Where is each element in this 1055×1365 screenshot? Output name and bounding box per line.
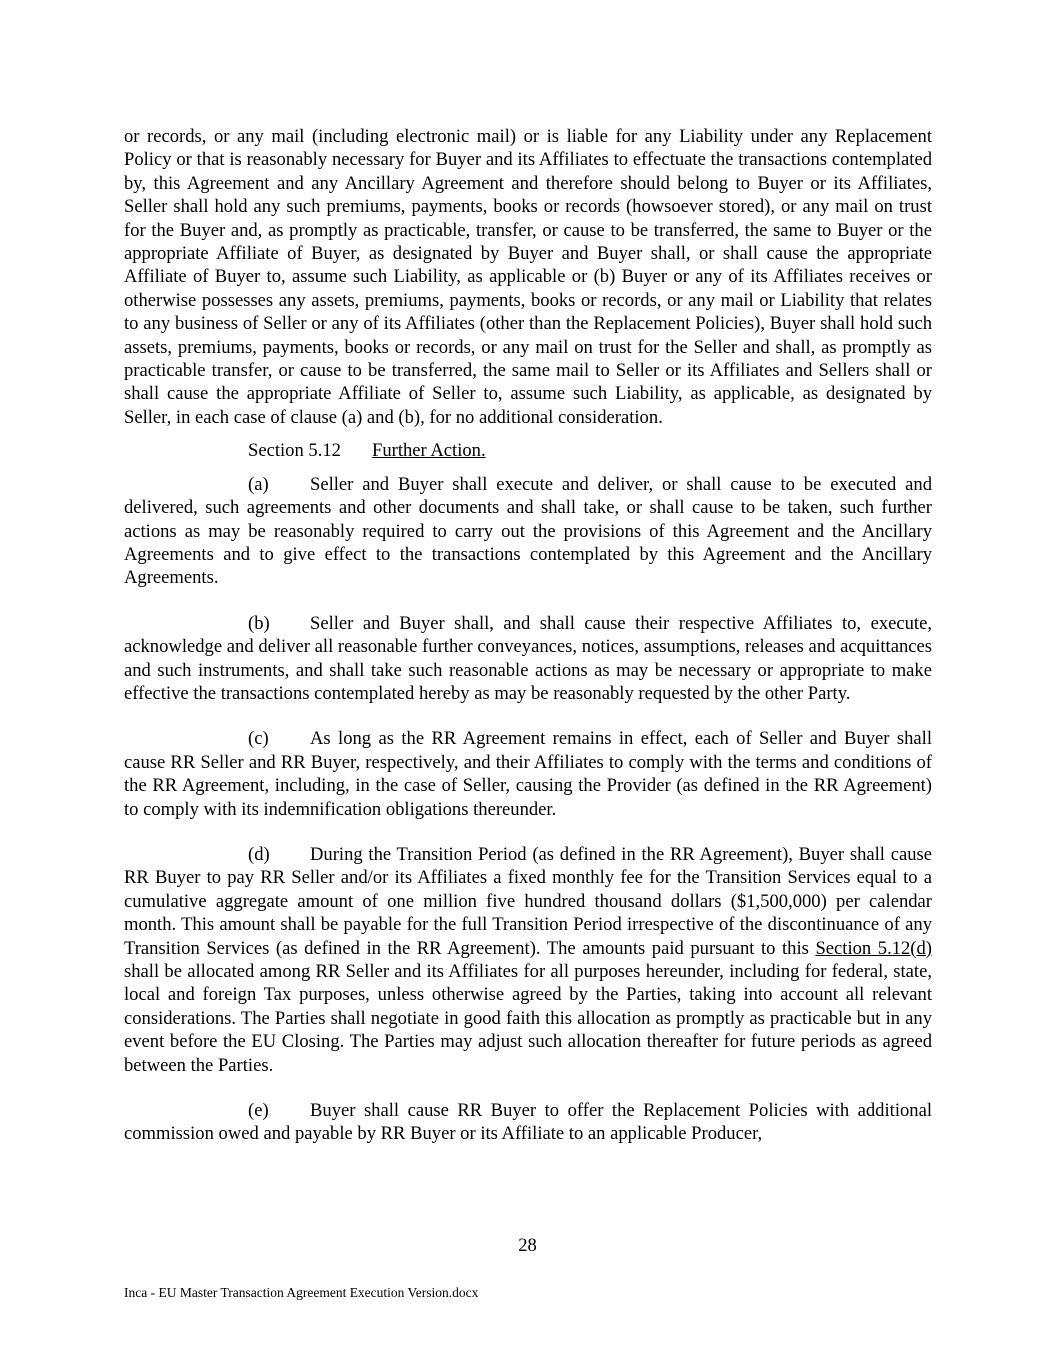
subsection-e-text: Buyer shall cause RR Buyer to offer the Replacement Policies with additional commission owed and payable by RR Buyer or its Affiliate to an applicable Producer, [124,1100,932,1145]
subsection-a [124,473,932,590]
subsection-a-mark: (a) [248,473,269,495]
subsection-d-mark: (d) [248,843,270,865]
page-number: 28 [518,1235,537,1256]
subsection-d-text-before: During the Transition Period (as defined in the RR Agreement), Buyer shall cause RR Buyer to pay RR Seller and/or its Affiliates a fixed monthly fee for the Transition Services equal to a cumulative aggregate amount of one million five hundred thousand dollars ($1,500,000) per calendar month. This amount shall be payable for the full Transition Period irrespective of the discontinuance of any Transition Services (as defined in the RR Agreement). The amounts paid pursuant to this [124,843,932,959]
section-reference-link[interactable]: Section 5.12(d) [815,937,932,959]
subsection-e [124,1099,932,1146]
subsection-d-text-after: shall be allocated among RR Seller and its Affiliates for all purposes hereunder, including for federal, state, local and foreign Tax purposes, unless otherwise agreed by the Parties, taking into account all relevant considerations. The Parties shall negotiate in good faith this allocation as promptly as practicable but in any event before the EU Closing. The Parties may adjust such allocation thereafter for future periods as agreed between the Parties. [124,961,932,1076]
subsection-c [124,727,932,821]
section-heading [124,439,932,462]
section-title: Further Action. [372,440,486,462]
section-number: Section 5.12 [248,440,341,462]
subsection-c-mark: (c) [248,728,269,750]
continuation-paragraph: or records, or any mail (including electronic mail) or is liable for any Liability under any Replacement Policy or that is reasonably necessary for Buyer and its Affiliates to effectuate the transactions contemplated by, this Agreement and any Ancillary Agreement and therefore should belong to Buyer or its Affiliates, Seller shall hold any such premiums, payments, books or records (howsoever stored), or any mail on trust for the Buyer and, as promptly as practicable, transfer, or cause to be transferred, the same to Buyer or the appropriate Affiliate of Buyer, as designated by Buyer and Buyer shall, or shall cause the appropriate Affiliate of Buyer to, assume such Liability, as applicable or (b) Buyer or any of its Affiliates receives or otherwise possesses any assets, premiums, payments, books or records, or any mail or Liability that relates to any business of Seller or any of its Affiliates (other than the Replacement Policies), Buyer shall hold such assets, premiums, payments, books or records, or any mail on trust for the Seller and shall, as promptly as practicable transfer, or cause to be transferred, the same mail to Seller or its Affiliates and Sellers shall or shall cause the appropriate Affiliate of Seller to, assume such Liability, as applicable, as designated by Seller, in each case of clause (a) and (b), for no additional consideration. [124,126,932,428]
document-footer: Inca - EU Master Transaction Agreement Execution Version.docx [124,1285,479,1300]
subsection-c-text: As long as the RR Agreement remains in effect, each of Seller and Buyer shall cause RR Seller and RR Buyer, respectively, and their Affiliates to comply with the terms and conditions of the RR Agreement, including, in the case of Seller, causing the Provider (as defined in the RR Agreement) to comply with its indemnification obligations thereunder. [124,728,932,820]
subsection-b [124,612,932,706]
subsection-b-mark: (b) [248,612,270,634]
subsection-e-mark: (e) [248,1100,269,1122]
subsection-a-text: Seller and Buyer shall execute and deliver, or shall cause to be executed and delivered, such agreements and other documents and shall take, or shall cause to be taken, such further actions as may be reasonably required to carry out the provisions of this Agreement and the Ancillary Agreements and to give effect to the transactions contemplated by this Agreement and the Ancillary Agreements. [124,473,932,589]
subsection-b-text: Seller and Buyer shall, and shall cause their respective Affiliates to, execute, acknowledge and deliver all reasonable further conveyances, notices, assumptions, releases and acquittances and such instruments, and shall take such reasonable actions as may be necessary or appropriate to make effective the transactions contemplated hereby as may be reasonably requested by the other Party. [124,612,932,704]
document-body [124,125,932,1146]
subsection-d [124,843,932,1077]
